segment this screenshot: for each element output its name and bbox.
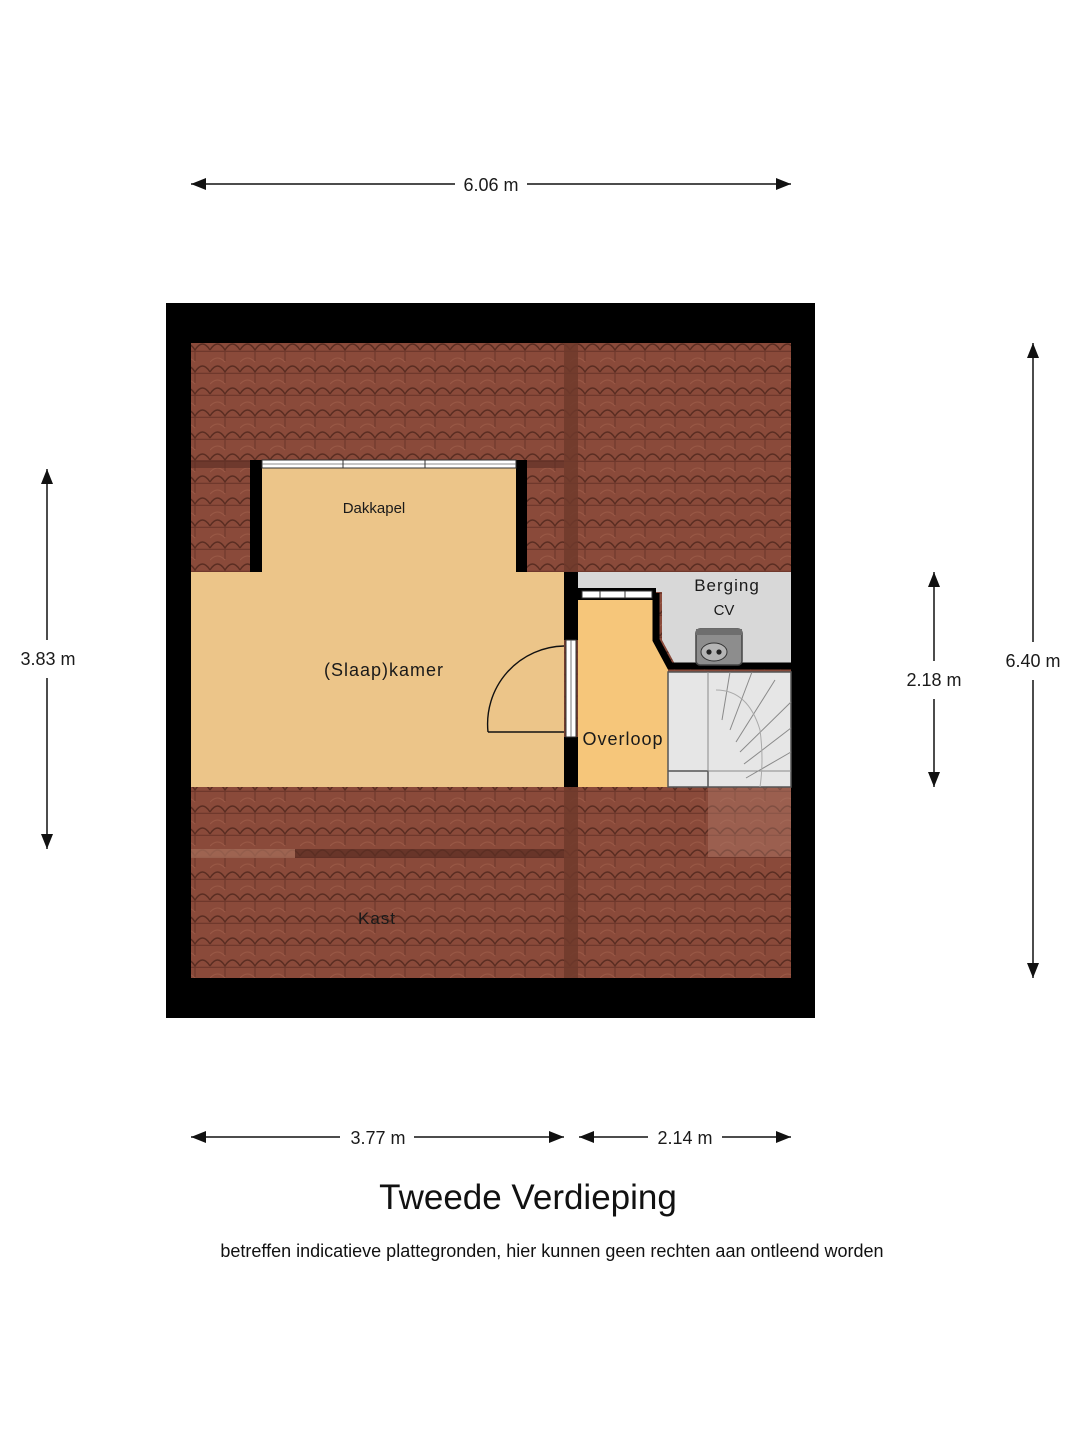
plan-disclaimer: betreffen indicatieve plattegronden, hier kunnen geen rechten aan ontleend worden [220, 1241, 884, 1261]
dimension-left-width-label: 3.77 m [350, 1128, 406, 1148]
interior-wall-lower [564, 737, 578, 787]
room-label-overloop: Overloop [582, 729, 664, 749]
dimension-total-height-label: 6.40 m [1005, 651, 1061, 671]
dimension-total-width [191, 175, 791, 195]
dimension-right-inner-height [906, 572, 961, 787]
dimension-left-height-label: 3.83 m [20, 649, 76, 669]
dakkapel-wall-right [516, 460, 527, 572]
interior-wall-upper [564, 572, 578, 640]
room-label-berging: Berging [694, 576, 760, 595]
dimension-left-width [191, 1128, 564, 1148]
berging-window [582, 591, 652, 598]
dimension-right-width-label: 2.14 m [657, 1128, 713, 1148]
room-label-slaapkamer: (Slaap)kamer [323, 660, 445, 680]
roof-shade-bottom [295, 849, 564, 858]
staircase-icon [668, 672, 791, 787]
roof-shade-stairs [708, 787, 791, 857]
dimension-total-width-label: 6.06 m [463, 175, 519, 195]
room-label-cv: CV [713, 602, 735, 619]
room-label-kast: Kast [357, 909, 397, 928]
dimension-right-width [579, 1128, 791, 1148]
boiler-icon [696, 629, 742, 665]
roof-shade-bottom-left [191, 849, 295, 858]
dimension-total-height [1005, 343, 1060, 978]
plan-title: Tweede Verdieping [379, 1178, 677, 1217]
dakkapel-wall-left [250, 460, 262, 572]
dimension-right-inner-height-label: 2.18 m [906, 670, 962, 690]
dakkapel-floor [262, 468, 516, 574]
dimension-left-height [20, 469, 75, 849]
room-label-dakkapel: Dakkapel [342, 500, 406, 517]
dakkapel-window [262, 460, 516, 468]
